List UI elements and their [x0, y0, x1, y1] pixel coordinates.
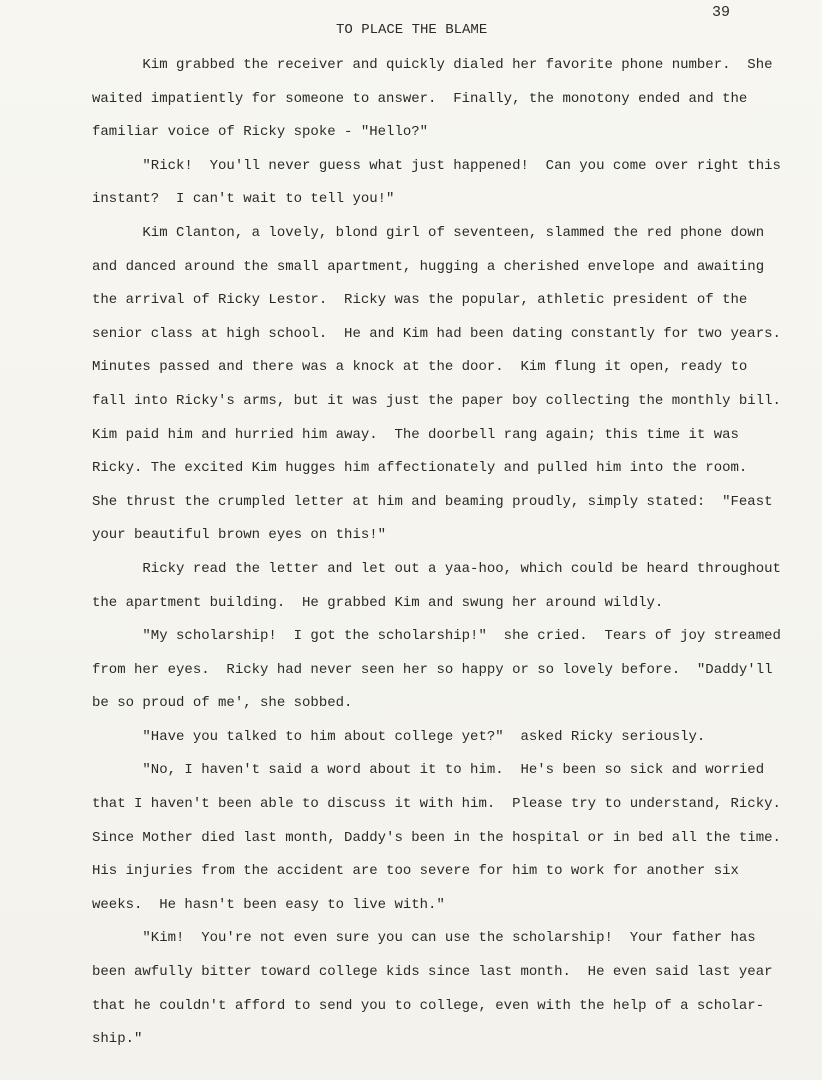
page-number: 39: [712, 4, 731, 21]
text-line: "No, I haven't said a word about it to him. He's been so sick and worried: [92, 762, 765, 779]
text-line: the arrival of Ricky Lestor. Ricky was the popular, athletic president of the: [92, 292, 748, 309]
text-line: and danced around the small apartment, hugging a cherished envelope and awaiting: [92, 258, 765, 275]
text-line: familiar voice of Ricky spoke - "Hello?": [92, 124, 429, 141]
text-line: from her eyes. Ricky had never seen her so happy or so lovely before. "Daddy'll: [92, 661, 773, 678]
text-line: fall into Ricky's arms, but it was just the paper boy collecting the monthly bill.: [92, 392, 781, 409]
text-line: His injuries from the accident are too severe for him to work for another six: [92, 863, 739, 880]
text-line: been awfully bitter toward college kids since last month. He even said last year: [92, 964, 773, 981]
text-line: Since Mother died last month, Daddy's been in the hospital or in bed all the time.: [92, 829, 781, 846]
body-text: [92, 49, 782, 1057]
text-line: "My scholarship! I got the scholarship!" she cried. Tears of joy streamed: [92, 628, 781, 645]
text-line: "Have you talked to him about college yet?" asked Ricky seriously.: [92, 728, 706, 745]
text-line: be so proud of me', she sobbed.: [92, 695, 353, 712]
text-line: "Rick! You'll never guess what just happened! Can you come over right this: [92, 157, 781, 174]
text-line: Ricky. The excited Kim hugges him affectionately and pulled him into the room.: [92, 460, 748, 477]
text-line: Kim grabbed the receiver and quickly dialed her favorite phone number. She: [92, 57, 773, 73]
text-line: the apartment building. He grabbed Kim and swung her around wildly.: [92, 594, 664, 611]
text-line: senior class at high school. He and Kim had been dating constantly for two years.: [92, 325, 781, 342]
page-title: TO PLACE THE BLAME: [336, 22, 488, 38]
text-line: Kim paid him and hurried him away. The doorbell rang again; this time it was: [92, 426, 739, 443]
text-line: She thrust the crumpled letter at him and beaming proudly, simply stated: "Feast: [92, 493, 773, 510]
text-line: that he couldn't afford to send you to college, even with the help of a scholar-: [92, 997, 765, 1014]
text-line: waited impatiently for someone to answer. Finally, the monotony ended and the: [92, 90, 748, 107]
text-line: that I haven't been able to discuss it with him. Please try to understand, Ricky.: [92, 796, 781, 813]
text-line: "Kim! You're not even sure you can use the scholarship! Your father has: [92, 930, 756, 947]
text-line: your beautiful brown eyes on this!": [92, 527, 387, 544]
text-line: ship.": [92, 1031, 143, 1048]
text-line: instant? I can't wait to tell you!": [92, 191, 395, 208]
text-line: Minutes passed and there was a knock at the door. Kim flung it open, ready to: [92, 359, 748, 376]
text-line: Kim Clanton, a lovely, blond girl of seventeen, slammed the red phone down: [92, 224, 765, 241]
text-line: weeks. He hasn't been easy to live with.": [92, 896, 445, 913]
text-line: Ricky read the letter and let out a yaa-hoo, which could be heard throughout: [92, 560, 781, 577]
